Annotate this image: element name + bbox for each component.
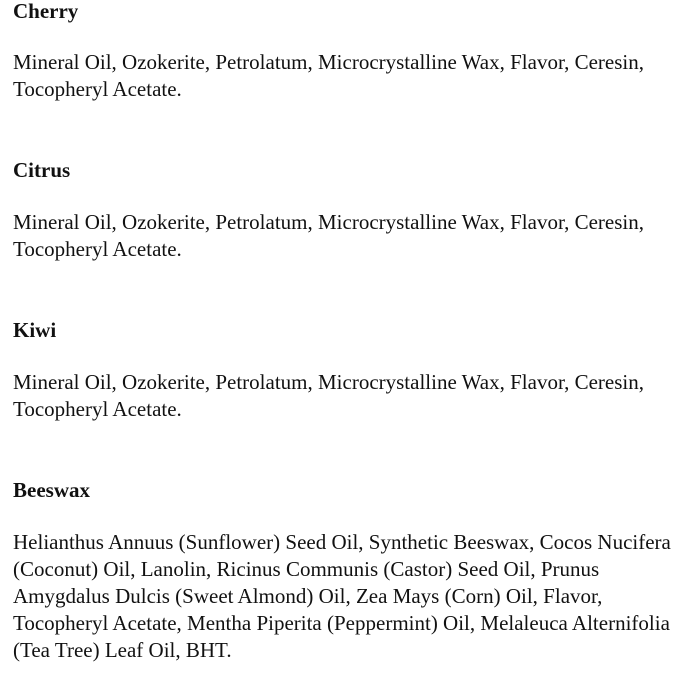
flavor-heading: Citrus: [13, 158, 71, 182]
flavor-heading: Beeswax: [13, 478, 90, 502]
ingredients-list: Mineral Oil, Ozokerite, Petrolatum, Microcrystalline Wax, Flavor, Ceresin, Tocopheryl Acetate.: [13, 50, 645, 101]
flavor-heading: Kiwi: [13, 318, 57, 342]
flavor-heading: Cherry: [13, 0, 79, 23]
ingredients-list: Mineral Oil, Ozokerite, Petrolatum, Microcrystalline Wax, Flavor, Ceresin, Tocopheryl Acetate.: [13, 210, 645, 261]
ingredients-document: [13, 0, 677, 664]
flavor-section-kiwi: [13, 318, 677, 423]
flavor-section-cherry: [13, 0, 677, 103]
ingredients-list: Mineral Oil, Ozokerite, Petrolatum, Microcrystalline Wax, Flavor, Ceresin, Tocopheryl Acetate.: [13, 370, 645, 421]
flavor-section-beeswax: [13, 478, 677, 664]
ingredients-list: Helianthus Annuus (Sunflower) Seed Oil, Synthetic Beeswax, Cocos Nucifera (Coconut) Oil, Lanolin, Ricinus Communis (Castor) Seed Oil, Prunus Amygdalus Dulcis (Sweet Almond) Oil, Zea Mays (Corn) Oil, Flavor, Tocopheryl Acetate, Mentha Piperita (Peppermint) Oil, Melaleuca Alternifolia (Tea Tree) Leaf Oil, BHT.: [13, 530, 671, 662]
flavor-section-citrus: [13, 158, 677, 263]
